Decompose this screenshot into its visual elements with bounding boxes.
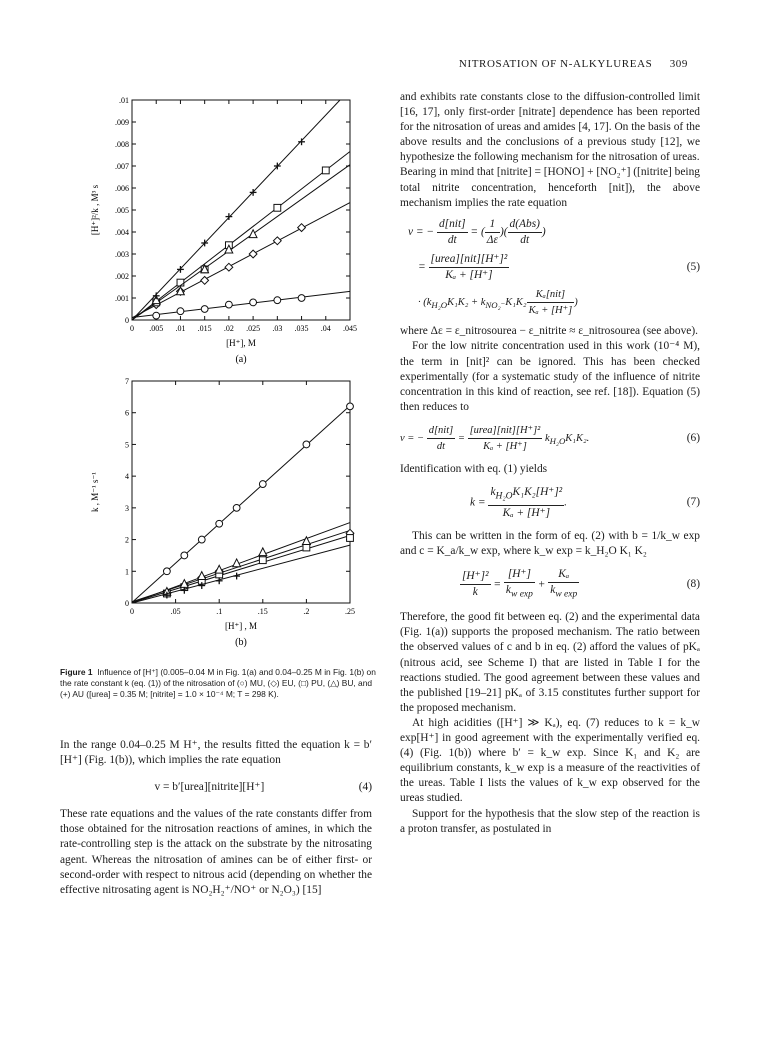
y-axis-label: k , M⁻¹ s⁻¹: [90, 472, 100, 512]
data-point-eu: [225, 263, 233, 271]
data-point-mu: [347, 403, 354, 410]
y-tick-label: 2: [125, 535, 129, 545]
chart-panel-b: [60, 373, 380, 658]
equation-6-number: (6): [686, 431, 700, 444]
data-point-mu: [198, 536, 205, 543]
x-tick-label: .05: [170, 607, 181, 616]
data-point-mu: [233, 504, 240, 511]
x-tick-label: .25: [345, 607, 355, 616]
paragraph: Support for the hypothesis that the slow step of the reaction is a proton transfer, as postulated in: [400, 807, 700, 835]
x-tick-label: .045: [343, 324, 357, 333]
data-point-eu: [273, 237, 281, 245]
left-column-text: [60, 738, 372, 898]
paragraph: At high acidities ([H⁺] ≫ Kₐ), eq. (7) reduces to k = k_w exp[H⁺] in good agreement with the experimentally verified eq. (4) (Fig. 1(b)) where b′ = k_w exp. Since K₁ and K₂ are equilibrium constants, k_w exp is a measure of the reactivities of the ureas. Table I lists the values of k_w exp observed for the ureas studied.: [400, 716, 700, 805]
x-axis-label: [H⁺] , M: [225, 621, 257, 631]
y-tick-label: .006: [115, 184, 129, 193]
x-tick-label: .2: [303, 607, 310, 616]
data-point-pu: [259, 557, 266, 564]
fit-line-au: [132, 100, 340, 320]
x-tick-label: 0: [130, 607, 134, 616]
data-point-pu: [347, 535, 354, 542]
panel-label: (b): [235, 637, 247, 648]
equation-5-number: (5): [686, 260, 700, 273]
y-tick-label: .01: [119, 96, 129, 105]
data-point-mu: [225, 301, 232, 308]
x-tick-label: .035: [294, 324, 309, 333]
x-tick-label: .015: [197, 324, 212, 333]
x-tick-label: .025: [246, 324, 261, 333]
x-tick-label: .02: [223, 324, 234, 333]
y-tick-label: 3: [125, 503, 129, 513]
data-point-mu: [250, 299, 257, 306]
y-tick-label: 6: [125, 408, 129, 418]
y-tick-label: 1: [125, 567, 129, 577]
x-tick-label: .1: [216, 607, 223, 616]
data-point-eu: [249, 250, 257, 258]
paragraph: Therefore, the good fit between eq. (2) and the experimental data (Fig. 1(a)) supports the proposed mechanism. The ratio between the observed values of c and b in eq. (2) afford the values of pKₐ (nitrous acid, see Scheme I) that are listed in Table I for the reactions studied. The good agreement between these values and the published [19–21] pKₐ of 3.15 constitutes further support for the proposed mechanism.: [400, 611, 700, 714]
y-tick-label: 5: [125, 440, 129, 450]
paragraph: In the range 0.04–0.25 M H⁺, the results fitted the equation k = b′[H⁺] (Fig. 1(b)), which implies the rate equation: [60, 739, 372, 767]
running-header: [459, 58, 688, 70]
figure-1: [60, 78, 380, 700]
paragraph: These rate equations and the values of the rate constants differ from those obtained for the nitrosation reactions of amines, in which the rate-controlling step is the attack on the substrate by the nitrosating agent. Whereas the nitrosation of amines can be of either first- or second-order with respect to nitrous acid (depending on whether the effective nitrosating agent is NO₂H₂⁺/NO⁺ or N₂O₃) [15]: [60, 808, 372, 896]
page-number: 309: [669, 58, 688, 70]
data-point-pu: [303, 544, 310, 551]
data-point-mu: [216, 520, 223, 527]
data-point-eu: [298, 224, 306, 232]
running-title: NITROSATION OF N-ALKYLUREAS: [458, 58, 653, 70]
paragraph: where Δε = ε_nitrosourea − ε_nitrite ≈ ε_nitrosourea (see above).: [400, 325, 698, 338]
fit-line-eu: [132, 203, 350, 318]
x-tick-label: .03: [272, 324, 283, 333]
y-tick-label: 0: [125, 316, 129, 325]
fit-line-bu: [132, 523, 350, 603]
paragraph: This can be written in the form of eq. (2) with b = 1/k_w exp and c = K_a/k_w exp, where k_w exp = k_H₂O K₁ K₂: [400, 529, 700, 557]
data-point-mu: [163, 568, 170, 575]
y-tick-label: 7: [125, 377, 129, 386]
equation-4: [60, 780, 372, 795]
data-point-mu: [303, 441, 310, 448]
figure-caption: [60, 667, 380, 700]
paragraph: For the low nitrite concentration used in this work (10⁻⁴ M), the term in [nit]² can be ignored. This has been checked experimentally (for a systematic study of the influence of nitrite concentration in this kind of reaction, see ref. [18]). Equation (5) then reduces to: [400, 340, 700, 413]
y-axis-label: [H⁺]²/k , M³ s: [90, 184, 100, 236]
data-point-pu: [274, 204, 281, 211]
equation-4-number: (4): [358, 781, 372, 794]
chart-panel-a: [60, 78, 380, 368]
x-axis-label: [H⁺], M: [226, 338, 256, 348]
data-point-mu: [274, 297, 281, 304]
caption-text: Influence of [H⁺] (0.005–0.04 M in Fig. 1(a) and 0.04–0.25 M in Fig. 1(b) on the rate constant k (eq. (1)) of the nitrosation of (○) MU, (◇) EU, (□) PU, (△) BU, and (+) AU ([urea] = 0.35 M; [nitrite] = 1.0 × 10⁻⁴ M; T = 298 K).: [60, 667, 376, 699]
paragraph: and exhibits rate constants close to the diffusion-controlled limit [16, 17], only first-order [nitrate] dependence has been reported for the nitrosation of ureas and amides [4, 17]. On the basis of the above results and the conclusions of a previous study [12], we hypothesize the following mechanism for the nitrosation of ureas.: [400, 91, 700, 164]
equation-5: v = − $\frac{\text{d[nit]}}{dt}$ = ( $\frac{1}{\Delta\varepsilon}$ )( $\frac{\text{d(Abs)}}{dt}$ ) = $\frac{\text{[urea][nit][H⁺]²}}{\text{Kₐ + [H⁺]}}$ (5) · ($k_{H_2O}K_1K_2 + k_{NO_2^-}K_1K_2$ $\frac{\text{Kₐ[nit]}}{\text{Kₐ + [H⁺]}}$ ): [408, 217, 700, 317]
y-tick-label: .007: [115, 162, 129, 171]
y-tick-label: .002: [115, 272, 129, 281]
paragraph: Bearing in mind that [nitrite] = [HONO] + [NO₂⁺] ([nitrite] being total nitrite concentration, henceforth [nit]), the above mechanism implies the rate equation: [400, 166, 700, 209]
panel-label: (a): [235, 354, 247, 365]
y-tick-label: .009: [115, 118, 129, 127]
data-point-mu: [201, 306, 208, 313]
x-tick-label: .15: [257, 607, 268, 616]
paragraph: Identification with eq. (1) yields: [400, 463, 548, 476]
x-tick-label: .01: [175, 324, 186, 333]
data-point-mu: [298, 295, 305, 302]
caption-label: Figure 1: [60, 667, 93, 677]
data-point-bu: [249, 230, 257, 238]
y-tick-label: .003: [115, 250, 129, 259]
equation-6: v = − $\frac{\text{d[nit]}}{dt}$ = $\frac{\text{[urea][nit][H⁺]²}}{\text{Kₐ + [H⁺]}}$ $k_{H_2O}K_1K_2$. (6): [400, 424, 700, 452]
equation-7: k = $\frac{k_{H_2O}K_1K_2[H^+]^2}{\text{Kₐ + [H⁺]}}$ . (7): [470, 486, 700, 519]
plot-frame: [132, 100, 350, 320]
equation-4-text: v = b′[urea][nitrite][H⁺]: [154, 781, 265, 794]
y-tick-label: .001: [115, 294, 129, 303]
data-point-pu: [322, 167, 329, 174]
data-point-mu: [153, 312, 160, 319]
equation-8-number: (8): [686, 578, 700, 590]
y-tick-label: 0: [125, 599, 129, 608]
data-point-mu: [181, 552, 188, 559]
fit-line-bu: [132, 165, 350, 320]
y-tick-label: .004: [115, 228, 129, 237]
x-tick-label: .04: [320, 324, 331, 333]
data-point-mu: [259, 481, 266, 488]
equation-7-number: (7): [686, 496, 700, 509]
y-tick-label: 4: [125, 472, 129, 482]
right-column-text: [400, 90, 700, 837]
data-point-mu: [177, 308, 184, 315]
y-tick-label: .008: [115, 140, 129, 149]
equation-8: $\frac{\text{[H⁺]²}}{k}$ = $\frac{[H^+]}{k_{w exp}}$ + $\frac{\text{Kₐ}}{k_{w exp}}$ (8): [462, 567, 700, 600]
fit-line-pu: [132, 152, 350, 320]
data-point-bu: [259, 548, 267, 556]
x-tick-label: .005: [149, 324, 164, 333]
y-tick-label: .005: [115, 206, 129, 215]
x-tick-label: 0: [130, 324, 134, 333]
